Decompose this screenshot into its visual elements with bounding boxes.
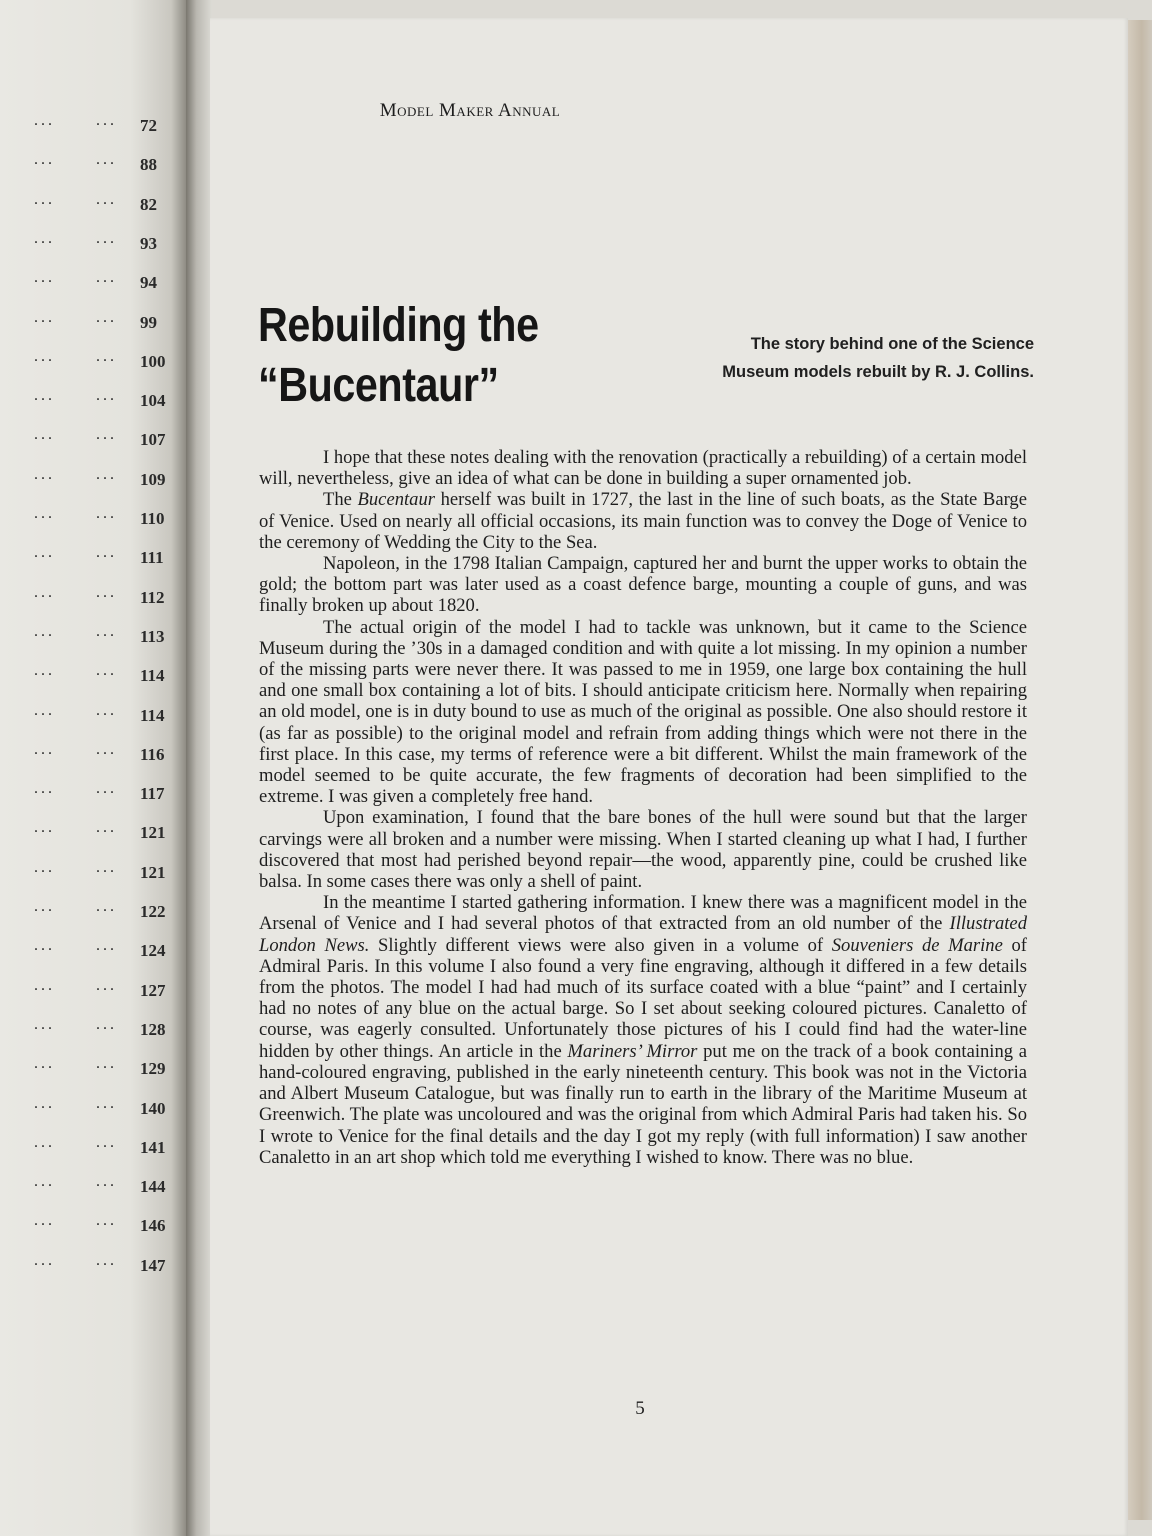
toc-page-number: 93 (140, 233, 157, 253)
italic-publication: Illustrated London News. (259, 913, 1027, 956)
page-number: 5 (635, 1398, 645, 1419)
toc-row (0, 623, 186, 653)
paragraph-5 (259, 807, 1027, 892)
toc-leader-dots: ... (96, 583, 117, 601)
toc-page-number: 127 (140, 980, 166, 1000)
article-title (258, 296, 576, 416)
toc-page-number: 109 (140, 469, 166, 489)
toc-page-number: 113 (140, 626, 165, 646)
toc-row (0, 898, 186, 928)
toc-leader-dots: ... (34, 819, 55, 837)
toc-page-number: 140 (140, 1098, 166, 1118)
toc-leader-dots: ... (96, 1055, 117, 1073)
toc-row (0, 309, 186, 339)
paragraph-text: Upon examination, I found that the bare bones of the hull were sound but that the larger carvings were all broken and a number were missing. When I started cleaning up what I had, I further discovered that most had perished beyond repair—the wood, apparently pine, could be crushed like balsa. In some cases there was only a shell of paint. (259, 807, 1027, 893)
toc-leader-dots: ... (34, 544, 55, 562)
subtitle-line-1: The story behind one of the Science (750, 335, 1034, 353)
toc-leader-dots: ... (34, 583, 55, 601)
toc-row (0, 269, 186, 299)
toc-page-number: 99 (140, 312, 157, 332)
toc-leader-dots: ... (34, 976, 55, 994)
toc-leader-dots: ... (96, 1133, 117, 1151)
toc-row (0, 977, 186, 1007)
toc-leader-dots: ... (96, 976, 117, 994)
toc-row (0, 1252, 186, 1282)
running-head: Model Maker Annual (379, 100, 561, 121)
paragraph-6 (259, 892, 1027, 1168)
toc-leader-dots: ... (34, 662, 55, 680)
book-gutter (186, 0, 212, 1536)
toc-leader-dots: ... (96, 505, 117, 522)
toc-page-number: 116 (140, 744, 165, 764)
toc-row (0, 741, 186, 771)
toc-page-number: 146 (140, 1216, 166, 1236)
toc-leader-dots: ... (96, 426, 117, 444)
toc-leader-dots: ... (34, 190, 55, 208)
toc-row (0, 702, 186, 732)
italic-publication: Souveniers de Marine (831, 934, 1003, 956)
toc-leader-dots: ... (96, 1015, 117, 1033)
paragraph-3 (259, 553, 1027, 617)
toc-page-number: 72 (140, 116, 157, 135)
italic-ship-name: Bucentaur (357, 489, 435, 511)
toc-leader-dots: ... (96, 701, 117, 719)
toc-row (0, 151, 186, 181)
toc-leader-dots: ... (96, 1094, 117, 1112)
toc-leader-dots: ... (96, 780, 117, 798)
toc-leader-dots: ... (34, 1251, 55, 1269)
toc-leader-dots: ... (96, 229, 117, 247)
toc-page-number: 111 (140, 548, 164, 568)
paragraph-text: Napoleon, in the 1798 Italian Campaign, captured her and burnt the upper works to obtain the gold; the bottom part was later used as a coast defence barge, mounting a couple of guns, and was finally broken up about 1820. (259, 553, 1027, 617)
toc-row (0, 859, 186, 889)
toc-leader-dots: ... (34, 229, 55, 247)
toc-row (0, 780, 186, 810)
toc-row (0, 544, 186, 574)
article-subtitle (620, 330, 1034, 386)
toc-row (0, 466, 186, 496)
toc-leader-dots: ... (34, 426, 55, 444)
toc-leader-dots: ... (96, 1212, 117, 1230)
toc-row (0, 230, 186, 260)
toc-page-number: 100 (140, 351, 166, 371)
toc-leader-dots: ... (96, 662, 117, 680)
title-line-2: “Bucentaur” (258, 359, 499, 412)
toc-leader-dots: ... (96, 465, 117, 483)
toc-leader-dots: ... (96, 898, 117, 915)
cover-board-edge (1126, 20, 1152, 1520)
toc-row (0, 505, 186, 535)
toc-leader-dots: ... (96, 544, 117, 562)
toc-page-number: 121 (140, 823, 166, 843)
toc-page-number: 141 (140, 1137, 166, 1157)
toc-page-number: 82 (140, 194, 157, 214)
toc-row (0, 1095, 186, 1125)
toc-leader-dots: ... (34, 1015, 55, 1033)
toc-page-number: 107 (140, 430, 166, 450)
toc-leader-dots: ... (34, 1133, 55, 1151)
paragraph-text: herself was built in 1727, the last in the line of such boats, as the State Barge of Venice. Used on nearly all official occasions, its main function was to convey the Doge of Venice to the ceremony of Wedding the City to the Sea. (259, 489, 1027, 553)
toc-leader-dots: ... (34, 858, 55, 876)
toc-leader-dots: ... (34, 505, 55, 522)
toc-row (0, 191, 186, 221)
toc-leader-dots: ... (34, 387, 55, 405)
paragraph-text: I hope that these notes dealing with the renovation (practically a rebuilding) of a certain model will, nevertheless, give an idea of what can be done in building a super ornamented job. (259, 447, 1027, 490)
paragraph-text: of Admiral Paris. In this volume I also found a very fine engraving, although it differed in a few details from the photos. The model I had had much of its surface coated with a blue “paint” and I certainly had no notes of any blue on the actual barge. So I set about seeking coloured pictures. Canaletto of course, was eagerly consulted. Unfortunately those pictures of his I could find had the water-line hidden by other things. An article in the (259, 934, 1027, 1062)
toc-leader-dots: ... (34, 1173, 55, 1191)
paragraph-2 (259, 489, 1027, 553)
article-body (259, 447, 1027, 1168)
toc-row (0, 348, 186, 378)
toc-row (0, 112, 186, 142)
toc-row (0, 1016, 186, 1046)
toc-leader-dots: ... (34, 622, 55, 640)
toc-leader-dots: ... (96, 347, 117, 365)
toc-leader-dots: ... (34, 701, 55, 719)
toc-page-number: 128 (140, 1019, 166, 1039)
toc-leader-dots: ... (34, 780, 55, 798)
toc-leader-dots: ... (34, 1094, 55, 1112)
toc-leader-dots: ... (34, 347, 55, 365)
toc-page-number: 110 (140, 509, 165, 528)
toc-leader-dots: ... (96, 1173, 117, 1191)
paragraph-text: The (323, 489, 358, 511)
paragraph-text: put me on the track of a book containing a hand-coloured engraving, published in the early nineteenth century. This book was not in the Victoria and Albert Museum Catalogue, but was finally run to earth in the library of the Maritime Museum at Greenwich. The plate was uncoloured and was the original from which Admiral Paris had taken his. So I wrote to Venice for the final details and the day I got my reply (with full information) I saw another Canaletto in an art shop which told me everything I wished to know. There was no blue. (259, 1040, 1027, 1168)
toc-page-number: 112 (140, 587, 165, 607)
toc-leader-dots: ... (34, 151, 55, 169)
toc-leader-dots: ... (34, 269, 55, 287)
toc-leader-dots: ... (96, 112, 117, 129)
paragraph-text: In the meantime I started gathering information. I knew there was a magnificent model in the Arsenal of Venice and I had several photos of that extracted from an old number of the (259, 892, 1027, 935)
toc-leader-dots: ... (96, 622, 117, 640)
toc-leader-dots: ... (34, 465, 55, 483)
toc-page-number: 122 (140, 902, 166, 921)
toc-leader-dots: ... (34, 1212, 55, 1230)
paragraph-1 (259, 447, 1027, 489)
toc-row (0, 819, 186, 849)
paragraph-text: The actual origin of the model I had to tackle was unknown, but it came to the Science Museum during the ’30s in a damaged condition and with quite a lot missing. In my opinion a number of the missing parts were never there. It was passed to me in 1959, one large box containing the hull and one small box containing a lot of bits. I should anticipate criticism here. Normally when repairing an old model, one is in duty bound to use as much of the original as possible. One also should restore it (as far as possible) to the original model and refrain from adding things which were not there in the first place. In this case, my terms of reference were a bit different. Whilst the main framework of the model seemed to be quite accurate, the few fragments of decoration had been simplified to the extreme. I was given a completely free hand. (259, 616, 1027, 808)
toc-page-number: 147 (140, 1255, 166, 1275)
toc-row (0, 1173, 186, 1203)
toc-row (0, 387, 186, 417)
toc-page-number: 104 (140, 391, 166, 411)
toc-row (0, 426, 186, 456)
toc-leader-dots: ... (96, 740, 117, 758)
paragraph-4 (259, 617, 1027, 808)
toc-page-number: 117 (140, 784, 165, 804)
toc-leader-dots: ... (96, 387, 117, 405)
toc-leader-dots: ... (96, 190, 117, 208)
toc-leader-dots: ... (96, 151, 117, 169)
toc-row (0, 584, 186, 614)
toc-leader-dots: ... (34, 740, 55, 758)
toc-row (0, 1212, 186, 1242)
toc-page-number: 94 (140, 273, 157, 293)
toc-row (0, 1134, 186, 1164)
toc-leader-dots: ... (34, 898, 55, 915)
subtitle-line-2: Museum models rebuilt by R. J. Collins. (722, 363, 1034, 381)
toc-leader-dots: ... (34, 308, 55, 326)
toc-leader-dots: ... (96, 858, 117, 876)
toc-row (0, 662, 186, 692)
title-line-1: Rebuilding the (258, 299, 539, 352)
toc-leader-dots: ... (34, 1055, 55, 1073)
italic-publication: Mariners’ Mirror (567, 1040, 698, 1062)
toc-page-number: 124 (140, 941, 166, 961)
toc-page-number: 114 (140, 666, 165, 686)
previous-page-contents (0, 0, 186, 1536)
toc-row (0, 1055, 186, 1085)
toc-row (0, 937, 186, 967)
toc-leader-dots: ... (96, 1251, 117, 1269)
toc-leader-dots: ... (96, 819, 117, 837)
toc-leader-dots: ... (96, 937, 117, 955)
toc-page-number: 129 (140, 1059, 166, 1079)
toc-leader-dots: ... (96, 308, 117, 326)
toc-leader-dots: ... (96, 269, 117, 287)
toc-page-number: 88 (140, 155, 157, 175)
toc-page-number: 144 (140, 1177, 166, 1197)
toc-page-number: 121 (140, 862, 166, 882)
toc-page-number: 114 (140, 705, 165, 725)
toc-leader-dots: ... (34, 937, 55, 955)
toc-leader-dots: ... (34, 112, 55, 129)
paragraph-text: Slightly different views were also given in a volume of (369, 934, 832, 956)
